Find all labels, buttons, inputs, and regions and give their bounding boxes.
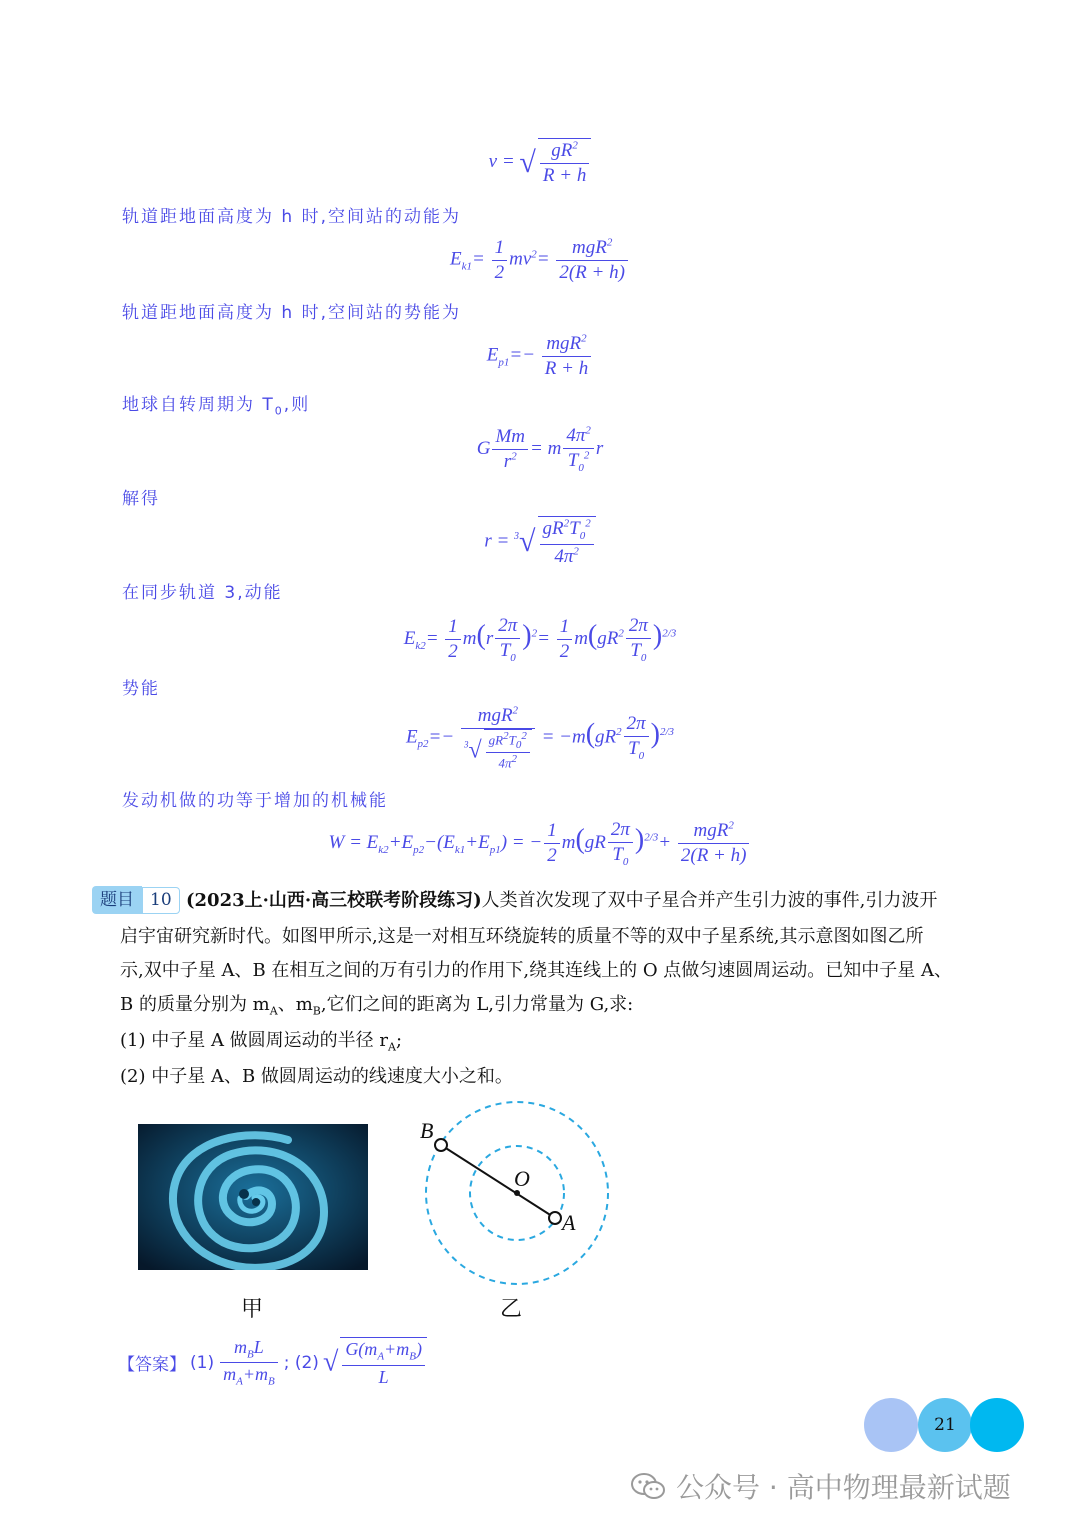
solution-line-rotation-text: 地球自转周期为 T (122, 395, 275, 415)
question-part-1-text: (1) 中子星 A 做圆周运动的半径 r (120, 1030, 388, 1051)
equation-gravity-balance: G $\frac{Mm}{r^2}$ = m $\frac{4\pi^2}{T_0^2}$ r (476, 424, 604, 474)
question-badge: 题目 (92, 886, 142, 914)
solution-line-sync-orbit: 在同步轨道 3,动能 (122, 583, 283, 603)
question-line-1 (186, 884, 986, 918)
question-part-1-end: ; (395, 1030, 403, 1051)
question-line-4-c: ,它们之间的距离为 L,引力常量为 G,求: (320, 994, 634, 1015)
star-B (435, 1139, 447, 1151)
gravitational-wave-image (138, 1124, 368, 1270)
equation-work: $W = E_{k2}+E_{p2}-(E_{k1}+E_{p1})$ = − $\frac{1}{2}$ m(gR $\frac{2\pi}{T_0}$ )$^{2/3}$+ $\frac{mgR^2}{2(R + h)}$ (0, 818, 1080, 869)
neutron-star-dot (252, 1198, 260, 1206)
figure-label-left: 甲 (241, 1297, 264, 1322)
answer-formula-2: √ $\frac{G(m_A+m_B)}{L}$ (323, 1337, 427, 1388)
answer-tag: 【答案】 (118, 1355, 186, 1376)
question-line-4-b: 、m (277, 994, 313, 1015)
question-line-3: 示,双中子星 A、B 在相互之间的万有引力的作用下,绕其连线上的 O 点做匀速圆周运动。已知中子星 A、 (120, 960, 953, 981)
connecting-line (441, 1145, 555, 1218)
orbit-diagram (410, 1100, 630, 1290)
question-part-1 (120, 1024, 980, 1065)
page-circle-left (864, 1398, 918, 1452)
question-number: 10 (142, 887, 180, 914)
solution-line-kinetic-energy: 轨道距地面高度为 h 时,空间站的动能为 (122, 207, 461, 227)
question-source: (2023上·山西·高三校联考阶段练习) (186, 890, 482, 911)
question-part-1-sub: A (388, 1040, 396, 1054)
equation-ep2: $E_{p2}=-$ mgR$^2$ $^3$√ $\frac{gR^2T_0^2}{4\pi^2}$ = $-m(gR^2$ $\frac{2\pi}{T_0}$ )$^{2/3}$ (405, 704, 675, 771)
solution-line-work: 发动机做的功等于增加的机械能 (122, 791, 388, 811)
answer-formula-1: $\frac{m_BL}{m_A+m_B}$ (220, 1336, 278, 1390)
equation-ep1: $E_{p1}=-$ $\frac{mgR^2}{R + h}$ (0, 332, 1080, 381)
label-A: A (562, 1210, 576, 1235)
label-B: B (420, 1118, 434, 1143)
question-header (92, 886, 180, 914)
question-line-4-sub-b: B (312, 1004, 321, 1018)
question-line-4-a: B 的质量分别为 m (120, 994, 270, 1015)
figure-label-right: 乙 (500, 1297, 523, 1322)
question-part-2: (2) 中子星 A、B 做圆周运动的线速度大小之和。 (120, 1066, 513, 1087)
solution-line-potential-energy: 轨道距地面高度为 h 时,空间站的势能为 (122, 303, 461, 323)
solution-line-rotation-suffix: ,则 (283, 395, 311, 415)
page-number: 21 (918, 1398, 972, 1452)
equation-radius: r = $^3$√ $\frac{gR^2T_0^2}{4\pi^2}$ (0, 516, 1080, 568)
page-number-decoration (864, 1398, 1024, 1452)
answer-line (118, 1336, 427, 1390)
label-O: O (514, 1166, 530, 1191)
wechat-icon (630, 1471, 666, 1501)
question-line-4 (120, 988, 980, 1029)
equation-velocity: v = √ $\frac{gR^2}{R + h}$ (0, 138, 1080, 188)
question-line-1-text: 人类首次发现了双中子星合并产生引力波的事件,引力波开 (481, 890, 938, 911)
question-line-4-sub-a: A (269, 1004, 278, 1018)
equation-ek1: $E_{k1}=$ $\frac{1}{2}$ $mv^2=$ $\frac{mgR^2}{2(R + h)}$ (0, 236, 1080, 285)
equation-ek2: $E_{k2}=$ $\frac{1}{2}$ m(r $\frac{2\pi}{T_0}$ )$^2$= $\frac{1}{2}$ $m(gR^2$ $\frac{2\pi}{T_0}$ )$^{2/3}$ (403, 615, 677, 664)
solution-line-rotation-period (122, 390, 310, 417)
answer-part-1: (1) (190, 1352, 215, 1373)
page-circle-right (970, 1398, 1024, 1452)
star-A (549, 1212, 561, 1224)
footer-text: 公众号 · 高中物理最新试题 (676, 1471, 1011, 1504)
solution-line-potential: 势能 (122, 679, 160, 699)
answer-part-2: ; (2) (283, 1352, 319, 1373)
neutron-star-dot (239, 1189, 249, 1199)
footer-watermark (630, 1466, 1011, 1506)
solution-line-rotation-subscript: 0 (274, 404, 284, 418)
solution-line-solve: 解得 (122, 489, 160, 509)
question-line-2: 启宇宙研究新时代。如图甲所示,这是一对相互环绕旋转的质量不等的双中子星系统,其示意图如图乙所 (120, 926, 924, 947)
